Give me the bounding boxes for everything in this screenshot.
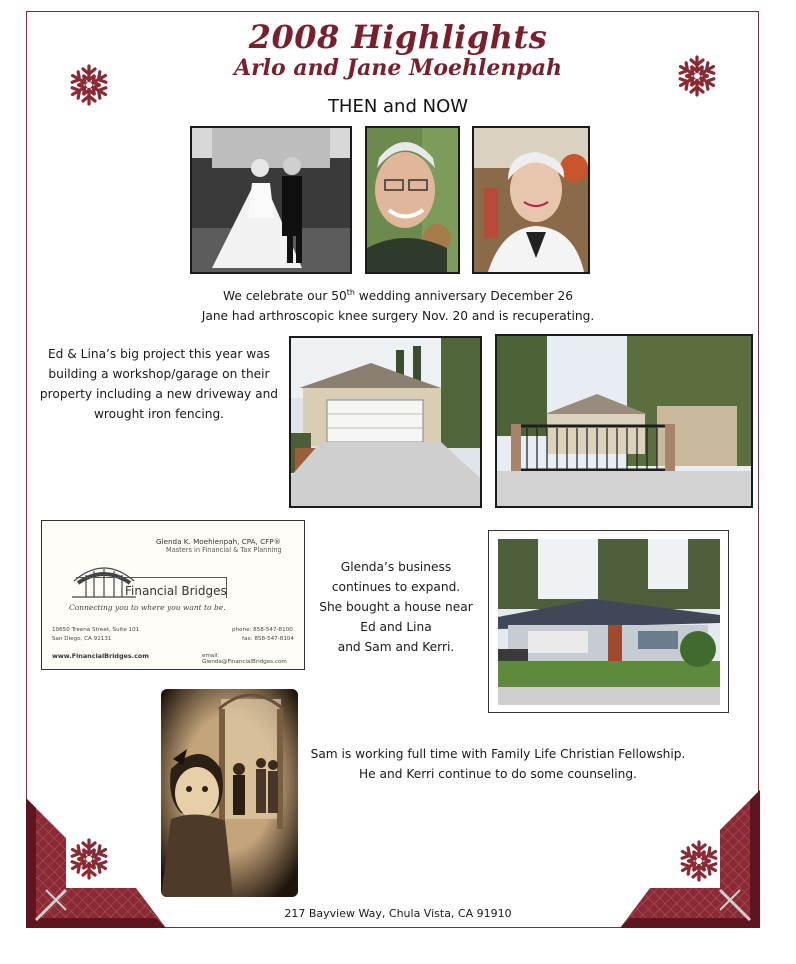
glenda-line: continues to expand. bbox=[331, 580, 461, 594]
card-address-line: 10650 Treena Street, Suite 101 bbox=[52, 627, 140, 633]
driveway-gate-photo bbox=[495, 334, 753, 508]
arlo-portrait-photo bbox=[365, 126, 460, 274]
anniversary-text-end: wedding anniversary December 26 bbox=[354, 289, 573, 304]
snowflake-icon bbox=[66, 62, 112, 108]
family-sepia-photo bbox=[161, 689, 298, 897]
glenda-line: She bought a house near bbox=[319, 600, 473, 614]
anniversary-text: We celebrate our 50 bbox=[222, 289, 347, 304]
card-fax: fax: 858-547-8104 bbox=[242, 636, 294, 642]
card-website: www.FinancialBridges.com bbox=[52, 652, 149, 660]
glenda-line: Ed and Lina bbox=[360, 620, 432, 634]
glenda-caption bbox=[306, 557, 486, 657]
card-name: Glenda K. Moehlenpah, CPA, CFP® bbox=[156, 537, 281, 546]
card-company: Financial Bridges bbox=[125, 584, 227, 598]
card-address-line: San Diego, CA 92131 bbox=[52, 636, 112, 642]
snowflake-icon bbox=[674, 53, 720, 99]
card-phone: phone: 858-547-8100 bbox=[232, 627, 293, 633]
card-email: email: Glenda@FinancialBridges.com bbox=[202, 653, 287, 665]
ed-lina-line: property including a new driveway and bbox=[39, 387, 279, 401]
page-subtitle: Arlo and Jane Moehlenpah bbox=[234, 55, 562, 81]
anniversary-line bbox=[0, 283, 796, 306]
ed-lina-line: wrought iron fencing. bbox=[93, 407, 225, 421]
surgery-line: Jane had arthroscopic knee surgery Nov. 20 and is recuperating. bbox=[201, 309, 595, 324]
wedding-photo bbox=[190, 126, 352, 274]
sam-line: He and Kerri continue to do some counseling. bbox=[359, 767, 637, 781]
ed-lina-line: building a workshop/garage on their bbox=[48, 367, 270, 381]
anniversary-caption bbox=[0, 283, 796, 326]
anniversary-ordinal: th bbox=[346, 288, 355, 297]
glenda-line: Glenda’s business bbox=[340, 560, 452, 574]
page-title: 2008 Highlights bbox=[248, 18, 548, 56]
glenda-line: and Sam and Kerri. bbox=[337, 640, 455, 654]
glenda-house-photo bbox=[488, 530, 729, 713]
section-heading: THEN and NOW bbox=[327, 96, 469, 117]
card-tagline: Connecting you to where you want to be. bbox=[69, 603, 226, 612]
footer-address: 217 Bayview Way, Chula Vista, CA 91910 bbox=[284, 907, 512, 920]
jane-portrait-photo bbox=[472, 126, 590, 274]
ed-lina-line: Ed & Lina’s big project this year was bbox=[47, 347, 271, 361]
sam-line: Sam is working full time with Family Life Christian Fellowship. bbox=[310, 747, 686, 761]
garage-photo bbox=[289, 336, 482, 508]
sam-caption bbox=[300, 744, 696, 784]
business-card bbox=[41, 520, 305, 670]
ed-lina-caption bbox=[30, 344, 288, 424]
card-subtitle: Masters in Financial & Tax Planning bbox=[166, 546, 282, 554]
